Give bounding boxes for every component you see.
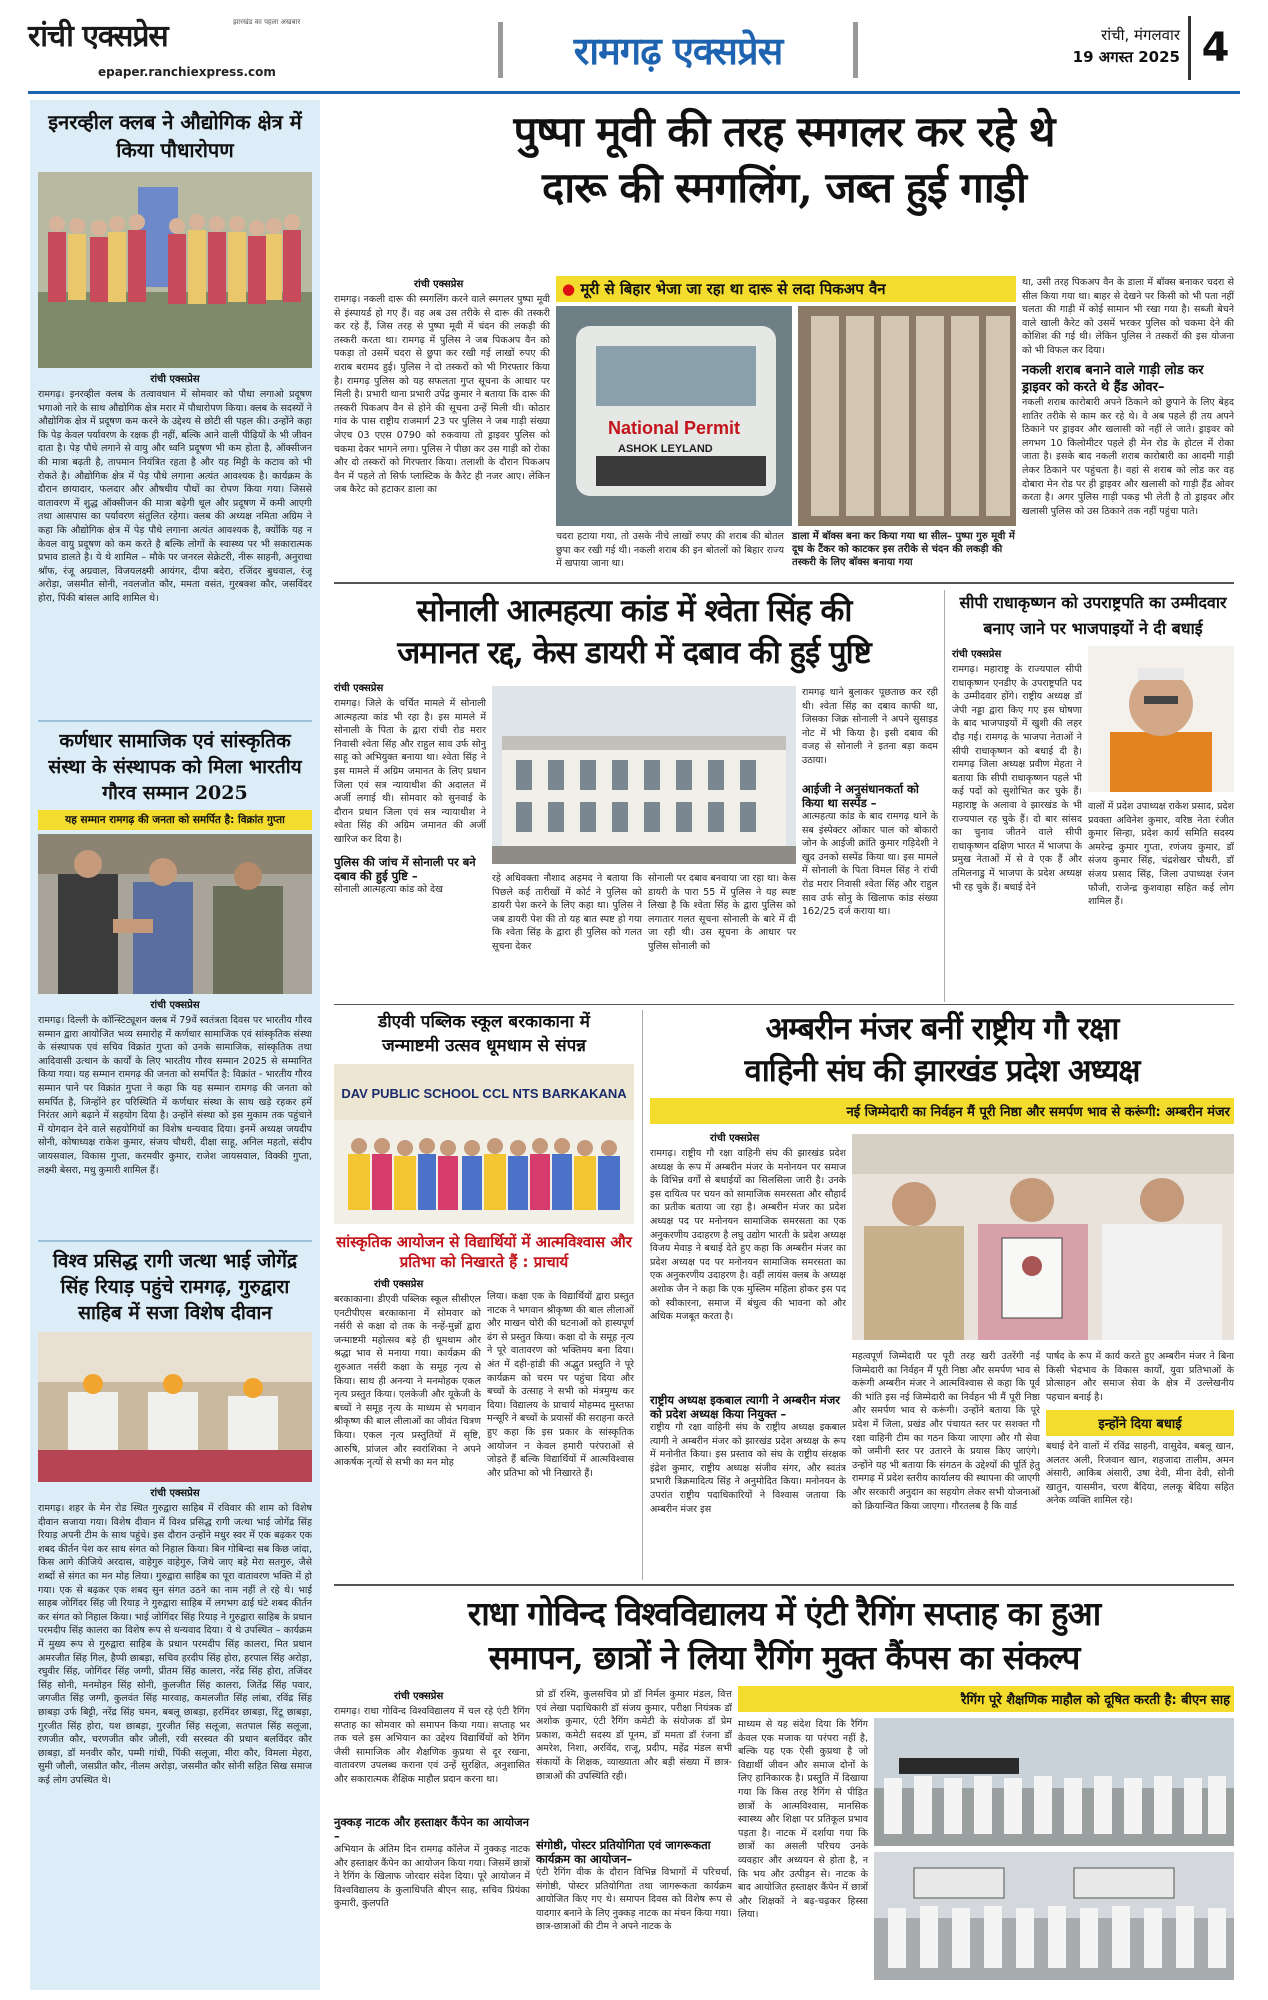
edition-title: रामगढ़ एक्सप्रेस [498,22,858,78]
masthead [28,14,1240,94]
divider [334,582,1234,584]
article-karnadhar [38,728,312,1236]
divider [944,590,945,1002]
article-gurudwara [38,1248,312,1990]
cp-headline: सीपी राधाकृष्णन को उपराष्ट्रपति का उम्मीदवार बनाए जाने पर भाजपाइयों ने दी बधाई [959,593,1227,638]
ambrin-certificate-photo [852,1134,1234,1340]
sonali-col-1: रांची एक्सप्रेस रामगढ़। जिले के चर्चित मामले में सोनाली आत्महत्या कांड भी रहा है। इस मामले में सोनाली के पिता के द्वारा रांची रोड मरार निवासी श्वेता सिंह और राहुल साव उर्फ सोनु साहू को अभियुक्त बनाया था। श्वेता सिंह ने इस मामले में अग्रिम जमानत के लिए प्रधान जिला एवं सत्र न्यायाधीश की अदालत में अर्जी लगाई थी। सोमवार को सुनवाई के दौरान प्रधान जिला एवं सत्र न्यायाधीश ने श्वेता सिंह की अग्रिम जमानत की अर्जी खारिज कर दिया है। पुलिस की जांच में सोनाली पर बने दबाव की हुई पुष्टि – सोनाली आत्महत्या कांड को देख [334,683,486,895]
divider [334,1004,1234,1005]
left-column [30,100,320,1990]
dav-col-2: लिया। कक्षा एक के विद्यार्थियों द्वारा प्रस्तुत नाटक ने भगवान श्रीकृष्ण की बाल लीलाओं और माखन चोरी की घटनाओं को हास्यपूर्ण ढंग से प्रस्तुत किया। कक्षा दो के समूह नृत्य ने पूरे वातावरण को भक्तिमय बना दिया। अंत में दही-हांडी की अद्भुत प्रस्तुति ने पूरे कार्यक्रम को चरम पर पहुंचा दिया और बच्चों के उत्साह ने सभी को मंत्रमुग्ध कर दिया। विद्यालय के प्राचार्य मोहम्मद मुस्तफा मन्सूरि ने बच्चों के प्रयासों की सराहना करते हुए कहा कि इस प्रकार के सांस्कृतिक आयोजन न केवल हमारी परंपराओं से जोड़ते हैं बल्कि विद्यार्थियों में आत्मविश्वास और प्रतिभा को भी निखारते हैं। [487,1291,634,1479]
photo-credit: रांची एक्सप्रेस [150,1000,200,1011]
cp-col-2: वालों में प्रदेश उपाध्यक्ष राकेश प्रसाद, प्रदेश प्रवक्ता अविनेश कुमार, वरिष्ठ नेता रंजीत कुमार सिन्हा, प्रदेश कार्य समिति सदस्य अमरेन्द्र कुमार गुप्ता, रणंजय कुमार, डॉ संजय कुमार सिंह, चंद्रशेखर चौधरी, डॉ संजय प्रसाद सिंह, जिला उपाध्यक्ष रंजन फौजी, राजेन्द्र कुशवाहा सहित कई लोग शामिल हैं। [1088,646,1234,976]
ambrin-photo [852,1134,1234,1584]
article-body: रामगढ़। इनरव्हील क्लब के तत्वावधान में सोमवार को पौधा लगाओ प्रदूषण भगाओ नारे के साथ औद्योगिक क्षेत्र मरार में पौधारोपण किया। क्लब के सदस्यों ने औद्योगिक क्षेत्र में प्रदूषण कम करने के उद्देश्य से छोटी सी पहल की। उन्होंने कहा कि पेड़ केवल पर्यावरण के रक्षक ही नहीं, बल्कि आने वाली पीढ़ियों के भी जीवन दाता है। पेड़ पौधे लगाने से वायु और ध्वनि प्रदूषण भी कम होता है, ऑक्सीजन की मात्रा बढ़ती है, तापमान नियंत्रित रहता है और यह मिट्टी के कटाव को भी रोकते है। औद्योगिक क्षेत्र में पेड़ पौधे लगाना अत्यंत आवश्यक है। कार्यक्रम के दौरान छायादार, फलदार और औषधीय पौधों का रोपण किया गया। जिससे वातावरण में शुद्ध ऑक्सीजन की मात्रा बढ़ेगी धूल और प्रदूषण में कमी आएगी तथा आसपास का पर्यावरण संतुलित रहेगा। क्लब की अध्यक्ष नमिता अग्रिम ने कहा कि औद्योगिक क्षेत्र में पेड़ पौधे लगाना अत्यंत आवश्यक है, क्योंकि यह न केवल वायु प्रदूषण को कम करते है बल्कि लोगों के स्वास्थ्य पर भी सकारात्मक प्रभाव डालते है। ये थे शामिल – मौके पर जनरल सेक्रेटरी, नीरू साहनी, अनुराधा श्रॉफ, रंजू अग्रवाल, विजयलक्ष्मी आयंगर, दीपा बदेरा, रजिंदर बुधवाल, रंजू अरोड़ा, जसमीत सोनी, नवलजोत कौर, ममता वसंत, गुरबक्श कौर, जसविंदर होरा, पिंकी बांसल आदि शामिल थे। [38,389,312,604]
rgu-headline: राधा गोविन्द विश्वविद्यालय में एंटी रैगिंग सप्ताह का हुआ समापन, छात्रों ने लिया रैगिंग मुक्त कैंपस का संकल्प [467,1594,1101,1677]
lead-subheadline: ● मूरी से बिहार भेजा जा रहा था दारू से लदा पिकअप वैन [556,276,1016,302]
permit-label: National Permit [608,418,741,438]
sonali-col-3: रामगढ़ थाने बुलाकर पूछताछ कर रही थी। श्वेता सिंह का दबाव काफी था, जिसका जिक्र सोनाली ने अपने सुसाइड नोट में भी किया है। इसी दबाव की वजह से सोनाली ने इतना बड़ा कदम उठाया। आईजी ने अनुसंधानकर्ता को किया था सस्पेंड – आत्महत्या कांड के बाद रामगढ़ थाने के सब इंस्पेक्टर ओंकार पाल को बोकारो जोन के आईजी क्रांति कुमार गड़िदेशी ने खुद उनको सस्पेंड किया था। इस मामले में सोनाली के पिता विमल सिंह ने रांची रोड मरार निवासी श्वेता सिंह और राहुल साव उर्फ सोनु के खिलाफ कांड संख्या 162/25 दर्ज कराया था। [802,687,938,918]
dav-children-photo [334,1064,634,1224]
ambrin-col-3: पार्षद के रूप में कार्य करते हुए अम्बरीन मंजर ने बिना किसी भेदभाव के विकास कार्यों, युवा प्रतिभाओं के प्रोत्साहन और समाज सेवा के क्षेत्र में उल्लेखनीय पहचान बनाई है। इन्होंने दिया बधाई बधाई देने वालों में रविंद्र साहनी, वासुदेव, बबलू खान, अलतर अली, रिजवान खान, शहजादा तालीम, अमन अंसारी, आकिब अंसारी, उषा देवी, मीना देवी, सोनी खातुन, यासमीन, चरण बैदिया, ललकू बेदिया सहित अनेक व्यक्ति शामिल रहे। [1046,1351,1234,1507]
article-body: रामगढ़। शहर के मेन रोड स्थित गुरुद्वारा साहिब में रविवार की शाम को विशेष दीवान सजाया गया। विशेष दीवान में विश्व प्रसिद्ध रागी जत्था भाई जोगेंद्र सिंह रियाड़ अपनी टीम के साथ पहुंचे। इस दौरान उन्होंने मधुर स्वर में एक बढ़कर एक शबद कीर्तन पेश कर साध संगत को निहाल किया। बिन गोबिन्दा सब किछ जांदा, किस आगे कीजिये अरदास, वाहेगुरु वाहेगुरु, जिथे जाए बहे मेरा सतगुरु, जैसे शब्दों से संगत का मन मोह लिया। गुरुद्वारा साहिब का पूरा वातावरण भक्ति में हो गया। एक से बढ़कर एक शबद सुन संगत उठने का नाम नहीं ले रहे थे। भाई साहब जोगिंदर सिंह जी रियाड़ ने गुरुद्वारा साहिब में लगभग ढाई घंटे शबद कीर्तन कर संगत को निहाल किया। भाई जोगिंदर सिंह रियाड़ ने गुरुद्वारा साहिब के प्रधान परमदीप सिंह कालरा का विशेष रूप से धन्यवाद दिया। ये थे उपस्थित – कार्यक्रम में मुख्य रूप से गुरुद्वारा साहिब के प्रधान परमदीप सिंह कालरा, मित प्रधान अमरजीत सिंह गिल, हैप्पी छाबड़ा, सचिव हरदीप सिंह होरा, हरपाल सिंह अरोड़ा, रघुवीर सिंह, जोगिंदर सिंह जग्गी, प्रीतम सिंह कालरा, नरेंद्र सिंह होरा, तजिंदर सिंह सोनी, मनमोहन सिंह सोनी, कुलजीत सिंह कालरा, जितेंद्र सिंह पवार, जगजीत सिंह जग्गी, कुलवंत सिंह मारवाह, कमलजीत सिंह लांबा, रविंद्र सिंह छाबड़ा उर्फ बिट्टी, नरेंद्र सिंह चमन, बबलू छाबड़ा, हरमिंदर छाबड़ा, रिंटू छाबड़ा, गुरजीत सिंह होरा, यश छाबड़ा, गुरजीत सिंह सलूजा, सतपाल सिंह सलूजा, रणजीत कौर, चरणजीत कौर जौली, रवी सरस्वत की प्रधान बलविंदर कौर छाबड़ा, डॉ मनवीर कौर, पम्मी गांधी, पिंकी सलूजा, मीरा कौर, विमला मेहरा, सुमी जौली, जसप्रीत कौर, नीलम अरोड़ा, जसमीत कौर सोनी सहित सिख समाज कई लोग उपस्थित थे। [38,1503,312,1786]
plantation-photo-art [38,172,312,368]
headline: कर्णधार सामाजिक एवं सांस्कृतिक संस्था के संस्थापक को मिला भारतीय गौरव सम्मान 2025 [48,730,302,804]
ambrin-bar: नई जिम्मेदारी का निर्वहन मैं पूरी निष्ठा और समर्पण भाव से करूंगी: अम्बरीन मंजर [650,1098,1234,1124]
page-number: 4 [1188,16,1240,80]
cp-portrait [1088,646,1234,792]
ambrin-col-2: महत्वपूर्ण जिम्मेदारी पर पूरी तरह खरी उतरेंगी नई जिम्मेदारी का निर्वहन मैं पूरी निष्ठा और समर्पण भाव से करूंगी अम्बरीन मंजर ने आत्मविश्वास से कहा कि पूर्व की भांति इस नई जिम्मेदारी का निर्वहन भी मैं पूरी निष्ठा और समर्पण भाव से करूंगी। उन्होंने बताया कि पूरे प्रदेश में जिला, प्रखंड और पंचायत स्तर पर सशक्त गौ रक्षा वाहिनी टीम का गठन किया जाएगा और गौ सेवा को जमीनी स्तर पर उतारने के प्रयास किए जाएंगे। उन्होंने यह भी बताया कि संगठन के उद्देश्यों की पूर्ति हेतु रामगढ़ में प्रदेश स्तरीय कार्यालय की स्थापना की जाएगी और सरकारी अनुदान का सहयोग लेकर सभी योजनाओं को क्रियान्वित किया जाएगा। गौरतलब है कि वार्ड [852,1351,1040,1512]
sonali-headline: सोनाली आत्महत्या कांड में श्वेता सिंह की जमानत रद्द, केस डायरी में दबाव की हुई पुष्टि [397,593,871,671]
school-sign: DAV PUBLIC SCHOOL CCL NTS BARKAKANA [341,1086,627,1101]
lead-under-photo: चदरा हटाया गया, तो उसके नीचे लाखों रुपए की शराब की बोतल छुपा कर रखी गई थी। नकली शराब की इन बोतलों को बिहार राज्य में खपाया जाना था। डाला में बॉक्स बना कर किया गया था सील– पुष्पा गुरु मूवी में दूध के टैंकर को काटकर इस तरीके से चंदन की लकड़ी की तस्करी के लिए बॉक्स बनाया गया [556,530,1016,586]
divider [334,1584,1234,1586]
divider [38,720,312,722]
rgu-col-2: प्रो डॉ रश्मि, कुलसचिव प्रो डॉ निर्मल कुमार मंडल, वित्त एवं लेखा पदाधिकारी डॉ संजय कुमार, परीक्षा नियंत्रक डॉ अशोक कुमार, एंटी रैगिंग कमेटी के संयोजक डॉ प्रेम प्रकाश, कमेटी सदस्य डॉ पूनम, डॉ ममता डॉ रंजना डॉ अमरेश, निशा, अरविंद, राजू, प्रदीप, महेंद्र मंडल सभी संकायों के शिक्षक, व्याख्याता और बड़ी संख्या में छात्र-छात्राओं की उपस्थिति रही। संगोष्ठी, पोस्टर प्रतियोगिता एवं जागरूकता कार्यक्रम का आयोजन– एंटी रैगिंग वीक के दौरान विभिन्न विभागों में परिचर्चा, संगोष्ठी, पोस्टर प्रतियोगिता तथा जागरूकता कार्यक्रम आयोजित किए गए थे। समापन दिवस को विशेष रूप से यादगार बनाने के लिए नुक्कड़ नाटक का मंचन किया गया। छात्र-छात्राओं की टीम ने अपने नाटक के [536,1689,732,1933]
award-photo-art [38,834,312,994]
dav-caption: सांस्कृतिक आयोजन से विद्यार्थियों में आत्मविश्वास और प्रतिभा को निखारते हैं : प्राचार्य [336,1233,632,1271]
ambrin-headline: अम्बरीन मंजर बनीं राष्ट्रीय गौ रक्षा वाहिनी संघ की झारखंड प्रदेश अध्यक्ष [744,1011,1140,1089]
date: 19 अगस्त 2025 [1072,48,1180,66]
lead-photo-block [556,276,1016,586]
lead-photos [556,306,1016,526]
lead-col-3: था, उसी तरह पिकअप वैन के डाला में बॉक्स बनाकर चदरा से सील किया गया था। बाहर से देखने पर किसी को भी पता नहीं चलता की गाड़ी में कोई सामान भी रखा गया है। सब्जी बेचने वाले खाली कैरेट को उसमें भरकर पुलिस को चकमा देने की कोशिश की गई थी। लेकिन पुलिस ने तस्करों की इस योजना को भी विफल कर दिया। नकली शराब बनाने वाले गाड़ी लोड कर ड्राइवर को करते थे हैंड ओवर– नकली शराब कारोबारी अपने ठिकाने को छुपाने के लिए बेहद शातिर तरीके से काम कर रहे थे। वे अब पहले ही तय अपने ठिकाने पर ड्राइवर और खलासी को नहीं ले जाते। ड्राइवर को लगभग 10 किलोमीटर पहले ही मेन रोड के होटल में रोका जाता है। इसके बाद नकली शराब कारोबारी का आदमी गाड़ी लेकर ठिकाने पर पहुंचता है। वहां से शराब को लोड कर वह दोबारा मेन रोड पर ही ड्राइवर और खलासी को गाड़ी हैंड ओवर करता है। अगर पुलिस गाड़ी पकड़ भी लेती है तो ड्राइवर और खलासी पुलिस को उस ठिकाने तक नहीं पहुंचा पाते। [1022,277,1234,517]
dav-headline: डीएवी पब्लिक स्कूल बरकाकाना में जन्माष्टमी उत्सव धूमधाम से संपन्न [378,1012,590,1056]
subheadline: यह सम्मान रामगढ़ की जनता को समर्पित है: विक्रांत गुप्ता [38,810,312,830]
divider [642,1010,643,1580]
diwan-photo-art [38,1332,312,1482]
rgu-bar: रैगिंग पूरे शैक्षणिक माहौल को दूषित करती है: बीएन साह [738,1686,1234,1712]
article-body: रामगढ़। दिल्ली के कॉन्स्टिट्यूशन क्लब में 79वें स्वतंत्रता दिवस पर भारतीय गौरव सम्मान द्वारा आयोजित भव्य समारोह में कर्णधार सामाजिक एवं सांस्कृतिक संस्था के संस्थापक एवं सचिव विक्रांत गुप्ता को उनके सामाजिक, सांस्कृतिक तथा आदिवासी उत्थान के कार्यों के लिए भारतीय गौरव सम्मान 2025 से सम्मानित किया गया। यह सम्मान रामगढ़ की जनता को समर्पित है: विक्रांत - भारतीय गौरव सम्मान पाने पर विक्रांत गुप्ता ने कहा कि यह सम्मान रामगढ़ की जनता को समर्पित है, जिन्होंने हर परिस्थिति में कर्णधार संस्था के साथ खड़े रहकर हमें निरंतर आगे बढ़ाने में सहयोग दिया है। उन्होंने संस्था को इस मुकाम तक पहुंचाने में योगदान देने वाले सहयोगियों का विशेष धन्यवाद दिया। इनमें अध्यक्ष जयदीप सोनी, कोषाध्यक्ष राकेश कुमार, संजय चौधरी, दीक्षा साहू, अनिल महतो, संदीप जायसवाल, विकास गुप्ता, करमवीर कुमार, राजेश जायसवाल, विक्की गुप्ता, लक्ष्मी बेसरा, मधु कुमारी शामिल हैं। [38,1015,312,1176]
court-building-photo [492,686,796,864]
dav-photo [334,1064,634,1272]
rgu-col-3: माध्यम से यह संदेश दिया कि रैगिंग केवल एक मजाक या परंपरा नहीं है, बल्कि यह एक ऐसी कुप्रथा है जो विद्यार्थी जीवन और समाज दोनों के लिए हानिकारक है। प्रस्तुति में दिखाया गया कि किस तरह रैगिंग से पीड़ित छात्रों के आत्मविश्वास, मानसिक स्वास्थ्य और शिक्षा पर प्रतिकूल प्रभाव पड़ता है। नाटक में दर्शाया गया कि छात्रों का असली परिचय उनके व्यवहार और अध्ययन से होता है, न कि भय और उत्पीड़न से। नाटक के बाद आयोजित हस्ताक्षर कैंपेन में छात्रों और शिक्षकों ने बढ़-चढ़कर हिस्सा लिया। [738,1719,868,1921]
cp-col-1: रांची एक्सप्रेस रामगढ़। महाराष्ट्र के राज्यपाल सीपी राधाकृष्णन एनडीए के उपराष्ट्रपति पद के उम्मीदवार होंगे। राष्ट्रीय अध्यक्ष डॉ जेपी नड्डा द्वारा किए गए इस घोषणा के बाद भाजपाइयों में खुशी की लहर दौड़ गई। रामगढ़ के भाजपा नेताओं ने सीपी राधाकृष्णन को बधाई दी है। रामगढ़ जिला अध्यक्ष प्रवीण मेहता ने बताया कि सीपी राधाकृष्णन पहले भी कई पदों को सुशोभित कर चुके हैं। महाराष्ट्र के अलावा वे झारखंड के भी राज्यपाल रह चुके हैं। दो बार सांसद का चुनाव जीतने वाले सीपी राधाकृष्णन दक्षिण भारत में भाजपा के प्रमुख नेताओं में से वे एक हैं और तमिलनाडु में भाजपा के प्रदेश अध्यक्ष भी रह चुके हैं। बधाई देने [952,649,1082,893]
brand-label: ASHOK LEYLAND [618,443,713,455]
dateline [1073,24,1180,68]
rgu-rally-photos [874,1718,1234,1980]
article-innerwheel [38,108,312,656]
photo-award [38,834,312,994]
lead-headline: पुष्पा मूवी की तरह स्मगलर कर रहे थे दारू की स्मगलिंग, जब्त हुई गाड़ी [513,107,1055,212]
photo-plantation [38,172,312,368]
brand [28,14,318,79]
headline: इनरव्हील क्लब ने औद्योगिक क्षेत्र में किया पौधारोपण [48,110,302,162]
sonali-photo-block: रहे अधिवक्ता नौशाद अहमद ने बताया कि पिछले कई तारीखों में कोर्ट ने पुलिस को डायरी पेश करने के लिए कहा था। पुलिस ने जब डायरी पेश की तो यह बात स्पष्ट हो गया कि श्वेता सिंह के द्वारा ही पुलिस को गलत सूचना देकर सोनाली पर दबाव बनवाया जा रहा था। केस डायरी के पारा 55 में पुलिस ने यह स्पष्ट लिखा है कि श्वेता सिंह के द्वारा पुलिस को लगातार गलत सूचना सोनाली के बारे में दी जा रही थी। उस सूचना के आधार पर पुलिस सोनाली को [492,686,796,980]
divider [38,1240,312,1242]
brand-url[interactable]: epaper.ranchiexpress.com [98,65,276,79]
photo-credit: रांची एक्सप्रेस [150,1488,200,1499]
lead-col-1: रांची एक्सप्रेस रामगढ़। नकली दारू की स्मगलिंग करने वाले स्मगलर पुष्पा मूवी से इंस्पायर्ड हो गए हैं। वह अब उस तरीके से दारू की तस्करी कर रहे हैं, जिस तरह से पुष्पा मूवी में चंदन की लकड़ी की तस्करी करता था। रामगढ़ में पुलिस ने जब पिकअप वैन को पकड़ा तो उसमें चदरा से छुपा कर रखी गई लाखों रुपए की शराब बरामद हुई। पुलिस ने दो तस्करों को भी गिरफ्तार किया है। रामगढ़ पुलिस को यह सफलता गुप्त सूचना के आधार पर मिली है। प्रभारी थाना प्रभारी उपेंद्र कुमार ने बताया कि दारू की तस्करी पिकअप वैन से होने की सूचना उन्हें मिली थी। कोठार गांव के पास राष्ट्रीय राजमार्ग 23 पर पुलिस ने जब गाड़ी संख्या जेएच 03 एएस 0790 को रुकवाया तो ड्राइवर पुलिस को चकमा देकर भागने लगा। पुलिस ने पीछा कर उस गाड़ी को रोका और दो तस्करों को गिरफ्तार किया। तलाशी के दौरान पिकअप वैन में पहले तो सिर्फ प्लास्टिक के कैरेट ही नजर आए। लेकिन जब कैरेट को हटाकर डाला का [334,279,550,496]
pickup-van-photo [556,306,1016,526]
dav-col-1: रांची एक्सप्रेस बरकाकाना। डीएवी पब्लिक स्कूल सीसीएल एनटीपीएस बरकाकाना में सोमवार को नर्सरी से कक्षा दो तक के नन्हें-मुन्नों द्वारा जन्माष्टमी महोत्सव बड़े ही धूमधाम और श्रद्धा भाव से मनाया गया। कार्यक्रम की शुरुआत नर्सरी कक्षा के समूह नृत्य से किया। साथ ही अनन्या ने मनमोहक एकल नृत्य प्रस्तुत किया। एलकेजी और यूकेजी के बच्चों ने समूह नृत्य के माध्यम से भगवान श्रीकृष्ण की बाल लीलाओं का जीवंत चित्रण किया। एकल नृत्य प्रस्तुतियों में सृष्टि, आरुषि, प्रांजल और स्वरांशिका ने अपने आकर्षक नृत्यों से सभी का मन मोह [334,1279,481,1469]
place-day: रांची, मंगलवार [1101,26,1180,44]
rgu-col-1: रांची एक्सप्रेस रामगढ़। राधा गोविन्द विश्वविद्यालय में चल रहे एंटी रैगिंग सप्ताह का सोमवार को समापन किया गया। सप्ताह भर तक चले इस अभियान का उद्देश्य विद्यार्थियों को रैगिंग जैसी सामाजिक और शैक्षणिक कुप्रथा से दूर रखना, वातावरण उपलब्ध कराना एवं उन्हें सुरक्षित, अनुशासित और सकारात्मक शैक्षिक माहौल प्रदान करना था। नुक्कड़ नाटक और हस्ताक्षर कैंपेन का आयोजन – अभियान के अंतिम दिन रामगढ़ कॉलेज में नुक्कड़ नाटक और हस्ताक्षर कैंपेन का आयोजन किया गया। जिसमें छात्रों ने रैगिंग के खिलाफ जोरदार संदेश दिया। पूरे आयोजन में विश्वविद्यालय के कुलाधिपति बीएन साह, सचिव प्रियंका कुमारी, कुलपति [334,1691,530,1910]
brand-name: रांची एक्सप्रेस [28,19,168,54]
brand-tagline: झारखंड का पहला अखबार [233,18,301,26]
photo-caption: डाला में बॉक्स बना कर किया गया था सील– पुष्पा गुरु मूवी में दूध के टैंकर को काटकर इस तरीके से चंदन की लकड़ी की तस्करी के लिए बॉक्स बनाया गया [792,531,1015,568]
photo-diwan [38,1332,312,1482]
headline: विश्व प्रसिद्ध रागी जत्था भाई जोगेंद्र सिंह रियाड़ पहुंचे रामगढ़, गुरुद्वारा साहिब में सजा विशेष दीवान [52,1250,298,1324]
photo-credit: रांची एक्सप्रेस [150,374,200,385]
ambrin-col-1: रांची एक्सप्रेस रामगढ़। राष्ट्रीय गौ रक्षा वाहिनी संघ की झारखंड प्रदेश अध्यक्ष के रूप में अम्बरीन मंजर के मनोनयन पर समाज के विभिन्न वर्गों से बधाईयों का सिलसिला जारी है। उनके इस दायित्व पर चयन को सामाजिक समरसता और सौहार्द का प्रतीक बताया जा रहा है। अम्बरीन मंजर का प्रदेश अध्यक्ष पद पर मनोनयन सामाजिक समरसता का एक अनुकरणीय उदाहरण है लघु उद्योग भारती के प्रदेश अध्यक्ष विजय मेवाड़ ने बधाई देते हुए कहा कि अम्बरीन मंजर का प्रदेश अध्यक्ष पद पर मनोनयन सामाजिक समरसता का एक अनुकरणीय उदाहरण है। वहीं लायंस क्लब के अध्यक्ष अशोक जैन ने कहा कि एक मुस्लिम महिला होकर इस पद को स्वीकारना, समाज में बंधुत्व की भावना को और अधिक मजबूत करता है। राष्ट्रीय अध्यक्ष इकबाल त्यागी ने अम्बरीन मंजर को प्रदेश अध्यक्ष किया नियुक्त – राष्ट्रीय गौ रक्षा वाहिनी संघ के राष्ट्रीय अध्यक्ष इकबाल त्यागी ने अम्बरीन मंजर को झारखंड प्रदेश अध्यक्ष के रूप में मनोनीत किया। इस प्रस्ताव को संघ के राष्ट्रीय संरक्षक इंद्रेश कुमार, राष्ट्रीय अध्यक्ष संजीव संगर, और स्वतंत्र प्रभारी त्रिक्रमादित्य सिंह ने अनुमोदित किया। मनोनयन के उपरांत राष्ट्रीय पदाधिकारियों ने विश्वास जताया कि अम्बरीन मंजर इस [650,1133,846,1515]
rgu-photos [874,1718,1234,1984]
